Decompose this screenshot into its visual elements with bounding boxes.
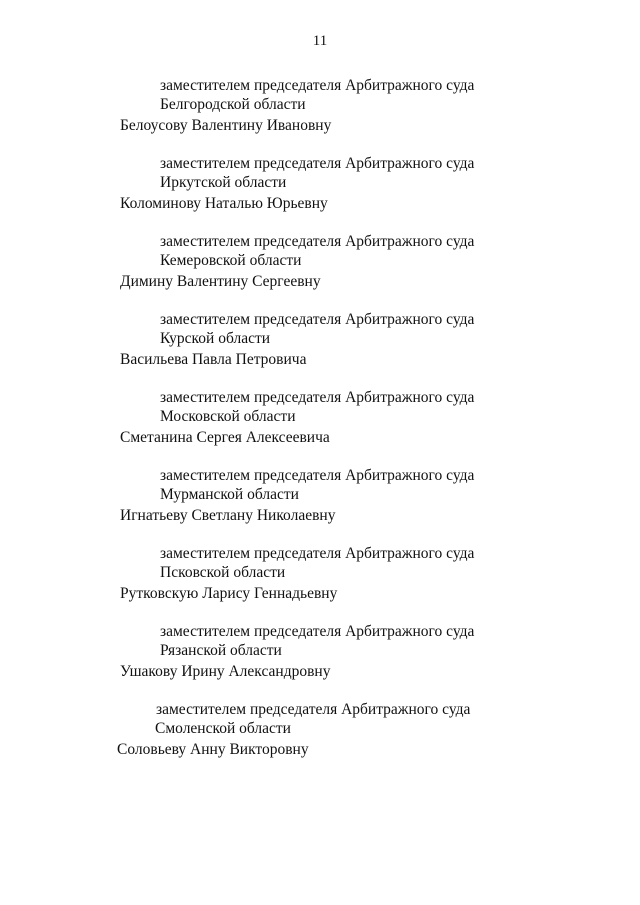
appointment-entry xyxy=(0,232,640,310)
appointment-entry xyxy=(0,700,640,778)
position-text: заместителем председателя Арбитражного суда xyxy=(160,311,475,328)
court-region-text: Белгородской области xyxy=(160,96,306,113)
court-region-text: Кемеровской области xyxy=(160,252,302,269)
court-region-text: Рязанской области xyxy=(160,642,282,659)
position-text: заместителем председателя Арбитражного суда xyxy=(160,389,475,406)
appointment-entry xyxy=(0,76,640,154)
appointment-entry xyxy=(0,466,640,544)
position-text: заместителем председателя Арбитражного суда xyxy=(160,233,475,250)
appointee-name: Васильева Павла Петровича xyxy=(120,351,307,368)
position-text: заместителем председателя Арбитражного суда xyxy=(160,467,475,484)
court-region-text: Псковской области xyxy=(160,564,286,581)
court-region-text: Смоленской области xyxy=(155,720,291,737)
appointee-name: Рутковскую Ларису Геннадьевну xyxy=(120,585,338,602)
court-region-text: Московской области xyxy=(160,408,296,425)
appointment-list xyxy=(0,76,640,778)
appointee-name: Коломинову Наталью Юрьевну xyxy=(120,195,328,212)
court-region-text: Мурманской области xyxy=(160,486,299,503)
appointee-name: Ушакову Ирину Александровну xyxy=(120,663,331,680)
appointee-name: Игнатьеву Светлану Николаевну xyxy=(120,507,336,524)
position-text: заместителем председателя Арбитражного суда xyxy=(160,623,475,640)
appointment-entry xyxy=(0,622,640,700)
appointee-name: Сметанина Сергея Алексеевича xyxy=(120,429,330,446)
appointee-name: Димину Валентину Сергеевну xyxy=(120,273,321,290)
position-text: заместителем председателя Арбитражного суда xyxy=(160,545,475,562)
appointment-entry xyxy=(0,544,640,622)
position-text: заместителем председателя Арбитражного суда xyxy=(160,155,475,172)
page-number: 11 xyxy=(312,33,328,49)
court-region-text: Иркутской области xyxy=(160,174,287,191)
appointment-entry xyxy=(0,154,640,232)
court-region-text: Курской области xyxy=(160,330,271,347)
position-text: заместителем председателя Арбитражного суда xyxy=(156,701,471,718)
appointment-entry xyxy=(0,310,640,388)
appointee-name: Белоусову Валентину Ивановну xyxy=(120,117,332,134)
position-text: заместителем председателя Арбитражного суда xyxy=(160,77,475,94)
appointment-entry xyxy=(0,388,640,466)
appointee-name: Соловьеву Анну Викторовну xyxy=(117,741,309,758)
